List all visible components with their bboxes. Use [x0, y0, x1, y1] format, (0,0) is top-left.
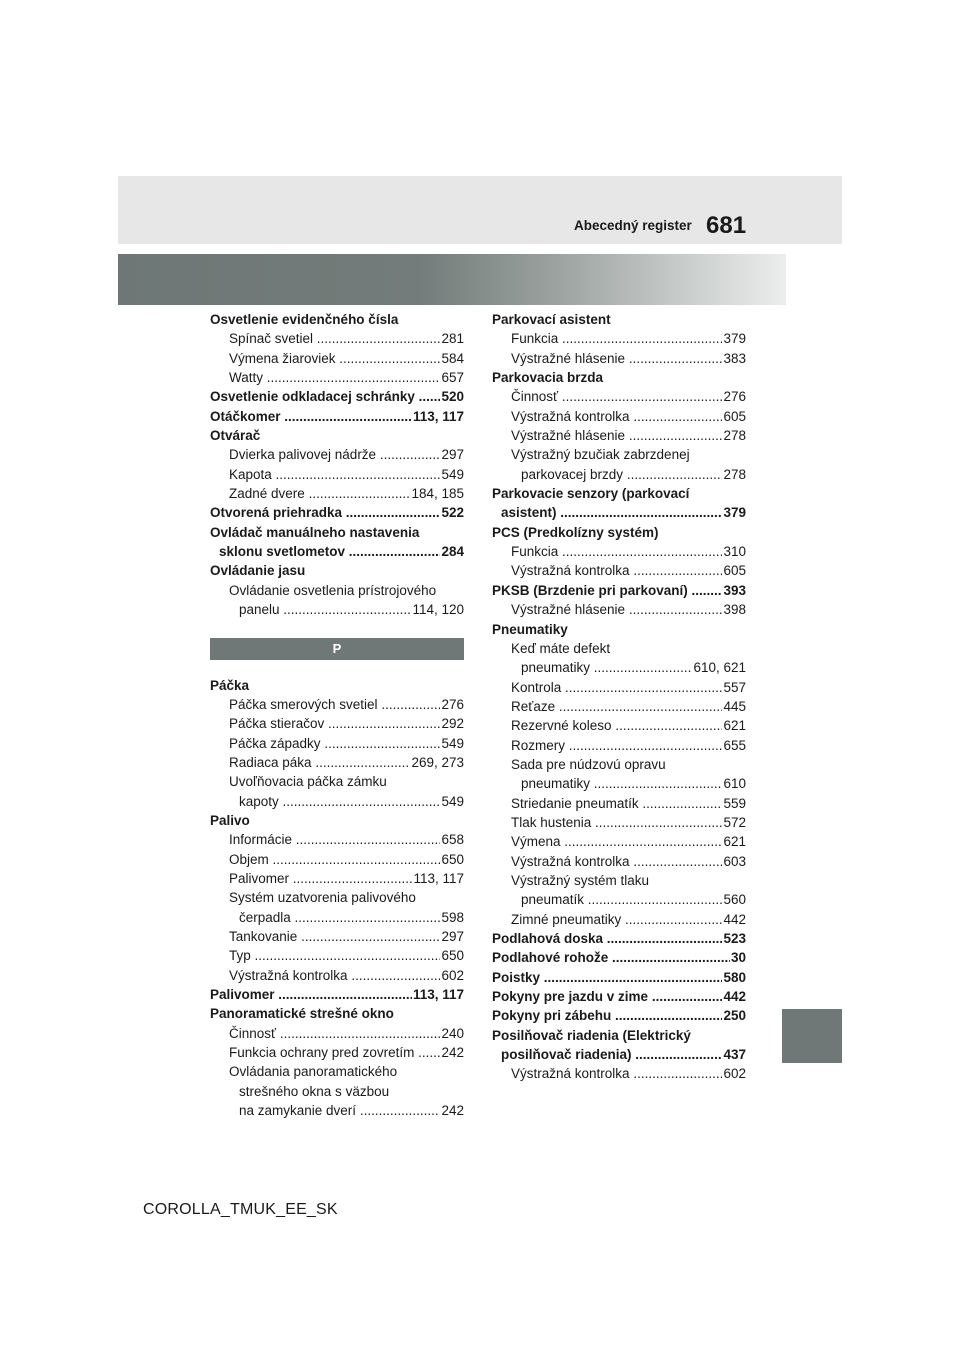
index-entry: [210, 946, 464, 965]
index-column-right: [492, 310, 746, 1084]
index-entry: [210, 869, 464, 888]
index-entry-pages: 113, 117: [412, 407, 464, 426]
index-entry: [210, 523, 464, 542]
index-entry-text: Typ: [229, 948, 251, 964]
index-entry-pages: 383: [722, 349, 746, 368]
index-entry-text: pneumatiky: [521, 776, 591, 792]
index-entry-pages: 297: [440, 445, 464, 464]
index-entry-text: sklonu svetlometov: [219, 544, 346, 560]
index-entry: [210, 310, 464, 329]
index-entry: [210, 985, 464, 1004]
index-entry-text: Parkovacia brzda: [492, 370, 604, 386]
index-entry: [210, 329, 464, 348]
index-entry: [210, 349, 464, 368]
index-entry: [210, 465, 464, 484]
index-entry-text: Panoramatické strešné okno: [210, 1006, 394, 1022]
index-entry: [210, 1004, 464, 1023]
index-entry-pages: 30: [730, 948, 746, 967]
index-entry: [492, 871, 746, 890]
index-entry-text: Palivomer: [210, 987, 275, 1002]
index-entry: [210, 772, 464, 791]
index-entry-text: Palivo: [210, 812, 250, 828]
index-entry-pages: 284: [440, 542, 464, 561]
index-entry: [210, 1062, 464, 1081]
index-entry-pages: 650: [440, 850, 464, 869]
index-entry-text: Pokyny pre jazdu v zime: [492, 989, 649, 1005]
index-entry-text: Výstražná kontrolka: [229, 967, 348, 983]
index-entry-pages: 580: [722, 968, 746, 987]
index-entry-text: PKSB (Brzdenie pri parkovaní): [492, 582, 688, 598]
index-entry-text: parkovacej brzdy: [521, 466, 624, 482]
index-entry-text: Páčka stieračov: [229, 716, 325, 732]
index-entry: [492, 716, 746, 735]
index-entry: [210, 850, 464, 869]
index-entry-text: Podlahové rohože: [492, 950, 609, 966]
index-entry-text: Výstražné hlásenie: [511, 602, 626, 618]
index-entry-pages: 584: [440, 349, 464, 368]
index-entry-text: Keď máte defekt: [511, 640, 611, 656]
index-entry-text: Uvoľňovacia páčka zámku: [229, 774, 387, 790]
index-entry-pages: 523: [722, 929, 746, 948]
index-entry-text: Palivomer: [229, 870, 290, 886]
index-entry-text: Systém uzatvorenia palivového: [229, 890, 416, 906]
index-entry-text: Páčka smerových svetiel: [229, 696, 378, 712]
index-column-left: [210, 310, 464, 1120]
index-entry-text: Radiaca páka: [229, 754, 312, 770]
index-entry-text: Výstražný systém tlaku: [511, 872, 650, 888]
index-entry-pages: 621: [722, 832, 746, 851]
index-entry-pages: 605: [722, 407, 746, 426]
index-entry: [492, 929, 746, 948]
index-entry-pages: 114, 120: [411, 600, 464, 619]
index-entry-text: Výstražná kontrolka: [511, 853, 630, 869]
index-entry-text: Výmena žiaroviek: [229, 350, 336, 366]
index-entry-text: Tlak hustenia: [511, 814, 592, 830]
footer-code: COROLLA_TMUK_EE_SK: [143, 1201, 338, 1218]
index-entry-text: panelu: [239, 602, 280, 618]
index-entry-pages: 242: [440, 1101, 464, 1120]
index-entry-text: Informácie: [229, 832, 293, 848]
index-entry-pages: 184, 185: [410, 484, 464, 503]
index-entry-text: Výmena: [511, 834, 561, 850]
index-entry: [492, 832, 746, 851]
index-entry-pages: 549: [440, 734, 464, 753]
index-entry: [492, 426, 746, 445]
index-entry-text: Podlahová doska: [492, 931, 604, 946]
index-entry-text: Zadné dvere: [229, 486, 305, 502]
index-entry-text: Výstražná kontrolka: [511, 1066, 630, 1082]
index-entry: [492, 1006, 746, 1025]
index-entry-pages: 520: [440, 387, 464, 406]
header-gradient-bar: [118, 254, 786, 305]
index-entry-pages: 605: [722, 561, 746, 580]
index-entry: [492, 813, 746, 832]
index-entry: [492, 794, 746, 813]
index-entry-text: Ovládač manuálneho nastavenia: [210, 524, 420, 540]
index-entry: [492, 987, 746, 1006]
index-entry: [492, 465, 746, 484]
index-entry-pages: 621: [722, 716, 746, 735]
index-entry: [492, 310, 746, 329]
index-entry: [210, 484, 464, 503]
index-entry: [210, 888, 464, 907]
index-entry-text: Otvárač: [210, 428, 261, 444]
index-entry-text: Posilňovač riadenia (Elektrický: [492, 1027, 691, 1043]
index-entry: [492, 484, 746, 503]
index-entry: [210, 1101, 464, 1120]
index-entry: [492, 852, 746, 871]
index-entry-pages: 250: [722, 1006, 746, 1025]
index-entry-text: posilňovač riadenia): [501, 1047, 632, 1063]
index-entry-text: Pokyny pri zábehu: [492, 1008, 612, 1024]
index-entry-text: strešného okna s väzbou: [239, 1083, 390, 1099]
index-entry-pages: 281: [440, 329, 464, 348]
index-entry-text: pneumatiky: [521, 660, 591, 676]
index-entry-pages: 269, 273: [410, 753, 464, 772]
index-entry: [210, 676, 464, 695]
index-entry-text: Funkcia ochrany pred zovretím: [229, 1045, 415, 1061]
index-entry-pages: 437: [722, 1045, 746, 1064]
index-entry: [492, 948, 746, 967]
index-entry: [210, 908, 464, 927]
index-entry: [210, 714, 464, 733]
section-letter-p: P: [210, 638, 464, 660]
index-entry-pages: 240: [440, 1024, 464, 1043]
index-entry-text: Páčka: [210, 677, 250, 693]
index-entry-text: asistent): [501, 505, 557, 521]
index-entry-text: Výstražná kontrolka: [511, 563, 630, 579]
index-entry: [492, 542, 746, 561]
index-entry-pages: 549: [440, 465, 464, 484]
index-entry: [210, 503, 464, 522]
index-entry-pages: 113, 117: [412, 985, 464, 1004]
index-entry: [492, 561, 746, 580]
index-entry-pages: 242: [440, 1043, 464, 1062]
index-entry: [210, 695, 464, 714]
index-entry-pages: 610, 621: [692, 658, 746, 677]
index-entry: [492, 736, 746, 755]
index-entry: [210, 1024, 464, 1043]
index-entry: [492, 329, 746, 348]
index-entry-pages: 657: [440, 368, 464, 387]
index-entry: [492, 774, 746, 793]
index-entry: [210, 927, 464, 946]
index-entry-text: Rezervné koleso: [511, 718, 612, 734]
index-entry-text: Osvetlenie odkladacej schránky: [210, 389, 415, 405]
index-entry-pages: 522: [440, 503, 464, 522]
index-entry: [210, 542, 464, 561]
index-entry-text: Objem: [229, 851, 269, 867]
index-entry-pages: 610: [722, 774, 746, 793]
index-entry: [210, 445, 464, 464]
index-list-p: [210, 676, 464, 1121]
index-entry-pages: 603: [722, 852, 746, 871]
index-entry: [210, 1043, 464, 1062]
index-entry-pages: 445: [722, 697, 746, 716]
index-entry-text: Výstražná kontrolka: [511, 408, 630, 424]
index-entry-pages: 113, 117: [412, 869, 464, 888]
index-entry: [210, 792, 464, 811]
section-title: Abecedný register: [574, 218, 692, 233]
index-entry-pages: 393: [722, 581, 746, 600]
index-entry: [210, 734, 464, 753]
index-entry-pages: 310: [722, 542, 746, 561]
index-entry: [492, 503, 746, 522]
index-entry-pages: 442: [722, 987, 746, 1006]
index-entry: [492, 407, 746, 426]
index-entry: [492, 445, 746, 464]
index-entry-text: Ovládania panoramatického: [229, 1064, 398, 1080]
index-entry-pages: 278: [722, 426, 746, 445]
index-entry-text: Páčka západky: [229, 735, 321, 751]
index-entry-text: Tankovanie: [229, 928, 298, 944]
index-entry-pages: 398: [722, 600, 746, 619]
index-entry-pages: 292: [440, 714, 464, 733]
index-entry-text: Parkovacie senzory (parkovací: [492, 486, 690, 502]
index-entry-pages: 278: [722, 465, 746, 484]
index-entry-pages: 602: [722, 1064, 746, 1083]
index-entry-pages: 655: [722, 736, 746, 755]
index-entry: [210, 753, 464, 772]
index-entry: [492, 890, 746, 909]
index-entry-text: Reťaze: [511, 698, 556, 714]
index-entry: [210, 830, 464, 849]
index-entry-text: pneumatík: [521, 892, 585, 908]
index-entry-text: Otvorená priehradka: [210, 505, 343, 521]
index-entry-text: kapoty: [239, 793, 279, 809]
index-entry-text: Ovládanie osvetlenia prístrojového: [229, 582, 437, 598]
index-entry-text: PCS (Predkolízny systém): [492, 524, 659, 540]
index-entry: [492, 368, 746, 387]
index-list-o: [210, 310, 464, 620]
index-list-p-continued: [492, 310, 746, 1084]
index-entry: [210, 811, 464, 830]
index-entry: [492, 387, 746, 406]
index-entry-text: Rozmery: [511, 737, 566, 753]
index-entry: [492, 523, 746, 542]
index-entry-text: čerpadla: [239, 909, 291, 925]
index-entry-text: Pneumatiky: [492, 621, 568, 637]
index-entry: [492, 697, 746, 716]
index-entry-pages: 297: [440, 927, 464, 946]
index-entry-text: Sada pre núdzovú opravu: [511, 756, 666, 772]
index-entry-pages: 602: [440, 966, 464, 985]
index-entry-text: Činnosť: [229, 1025, 277, 1041]
index-entry: [210, 368, 464, 387]
index-entry-text: Kontrola: [511, 679, 562, 695]
index-entry: [210, 600, 464, 619]
index-entry: [210, 407, 464, 426]
index-entry-pages: 549: [440, 792, 464, 811]
index-entry: [492, 658, 746, 677]
index-entry: [210, 1082, 464, 1101]
index-entry: [492, 1064, 746, 1083]
index-entry-text: Ovládanie jasu: [210, 563, 306, 579]
index-entry-text: Činnosť: [511, 389, 559, 405]
index-entry: [210, 561, 464, 580]
index-entry: [492, 678, 746, 697]
index-entry: [492, 1045, 746, 1064]
index-entry-pages: 442: [722, 910, 746, 929]
index-entry-text: Dvierka palivovej nádrže: [229, 447, 377, 463]
index-entry: [492, 620, 746, 639]
index-entry-text: Funkcia: [511, 331, 559, 347]
index-entry-text: Funkcia: [511, 544, 559, 560]
index-entry-pages: 379: [722, 503, 746, 522]
index-entry-pages: 557: [722, 678, 746, 697]
index-entry-pages: 650: [440, 946, 464, 965]
index-entry-text: Osvetlenie evidenčného čísla: [210, 312, 399, 327]
index-entry: [492, 910, 746, 929]
index-entry-text: na zamykanie dverí: [239, 1103, 357, 1119]
index-entry: [210, 581, 464, 600]
index-entry: [492, 349, 746, 368]
page-number: 681: [706, 212, 747, 239]
index-entry-text: Výstražný bzučiak zabrzdenej: [511, 447, 690, 463]
index-entry-pages: 276: [722, 387, 746, 406]
index-entry-text: Parkovací asistent: [492, 312, 611, 327]
index-entry-text: Spínač svetiel: [229, 331, 314, 347]
index-entry-text: Výstražné hlásenie: [511, 428, 626, 444]
index-entry-text: Kapota: [229, 466, 272, 482]
index-entry-text: Watty: [229, 370, 264, 386]
index-entry: [210, 966, 464, 985]
index-entry-text: Otáčkomer: [210, 408, 281, 424]
index-entry: [492, 581, 746, 600]
index-entry: [492, 600, 746, 619]
index-entry: [210, 387, 464, 406]
thumb-index-tab: [782, 1009, 842, 1063]
index-entry-text: Výstražné hlásenie: [511, 350, 626, 366]
index-entry-pages: 560: [722, 890, 746, 909]
index-entry: [492, 755, 746, 774]
index-entry-text: Striedanie pneumatík: [511, 795, 639, 811]
index-entry-pages: 598: [440, 908, 464, 927]
index-entry-pages: 572: [722, 813, 746, 832]
index-entry: [492, 1026, 746, 1045]
index-entry-pages: 379: [722, 329, 746, 348]
index-entry-pages: 276: [440, 695, 464, 714]
index-entry: [492, 639, 746, 658]
index-entry-text: Poistky: [492, 969, 541, 985]
index-entry-pages: 658: [440, 830, 464, 849]
index-entry: [210, 426, 464, 445]
index-entry: [492, 968, 746, 987]
index-entry-pages: 559: [722, 794, 746, 813]
index-entry-text: Zimné pneumatiky: [511, 911, 622, 927]
